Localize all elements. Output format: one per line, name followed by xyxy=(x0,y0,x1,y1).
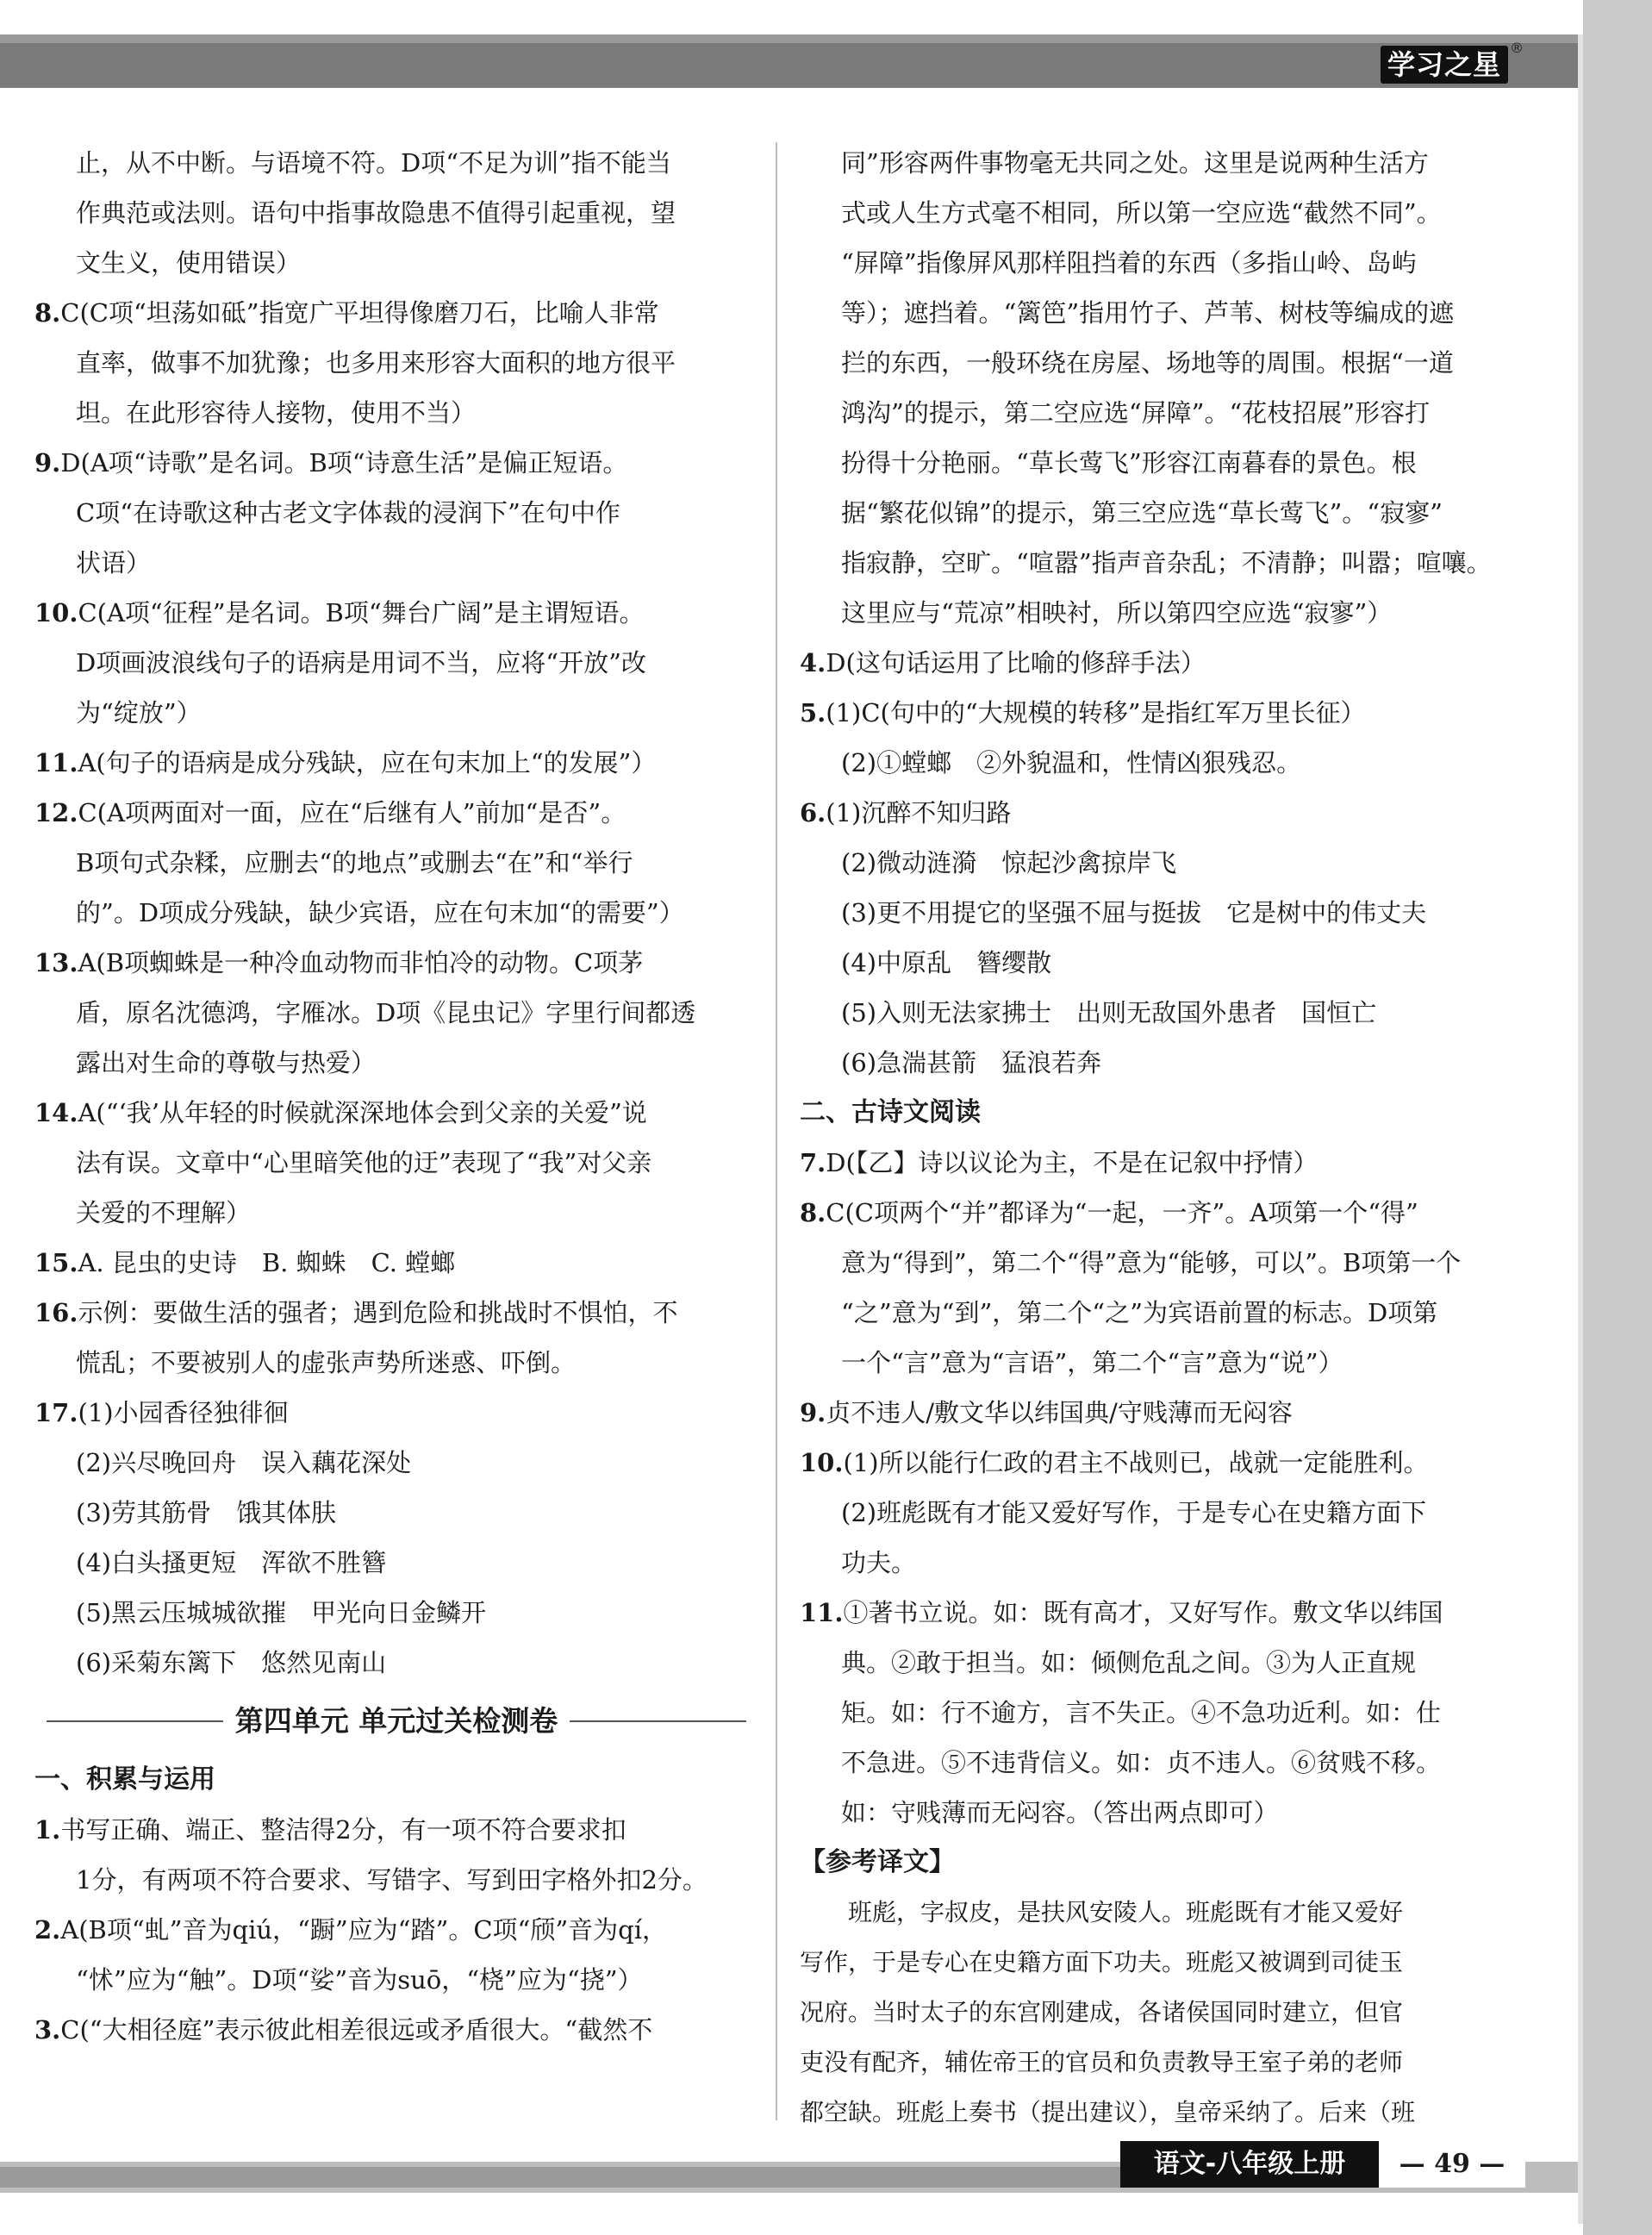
heading-rule-left xyxy=(47,1720,223,1722)
answer-item xyxy=(34,1288,758,1338)
line-text: 如：守贱薄而无闷容。（答出两点即可） xyxy=(841,1798,1279,1827)
answer-item xyxy=(34,1805,758,1855)
line-text: 拦的东西，一般环绕在房屋、场地等的周围。根据“一道 xyxy=(841,348,1454,378)
answer-line xyxy=(34,838,758,888)
item-number: 14. xyxy=(34,1098,78,1127)
answer-line xyxy=(34,638,758,688)
answer-line xyxy=(800,1288,1537,1338)
line-text: (2)①螳螂 ②外貌温和，性情凶狠残忍。 xyxy=(841,748,1302,777)
item-number: 11. xyxy=(34,748,78,777)
line-text: 慌乱；不要被别人的虚张声势所迷惑、吓倒。 xyxy=(76,1348,577,1377)
answer-line xyxy=(800,1738,1537,1788)
translation-text xyxy=(800,1888,1537,2138)
answer-item xyxy=(800,1188,1537,1238)
answer-item xyxy=(34,938,758,988)
heading-rule-right xyxy=(570,1720,746,1722)
unit-title: 第四单元 单元过关检测卷 xyxy=(234,1704,558,1738)
item-number: 13. xyxy=(34,948,78,977)
answer-line xyxy=(34,688,758,738)
line-text: (2)班彪既有才能又爱好写作，于是专心在史籍方面下 xyxy=(841,1498,1427,1527)
answer-line xyxy=(800,1638,1537,1688)
item-number: 16. xyxy=(34,1298,78,1327)
line-text: C(C项“坦荡如砥”指宽广平坦得像磨刀石，比喻人非常 xyxy=(60,298,659,328)
answer-line xyxy=(800,988,1537,1038)
answer-line xyxy=(800,488,1537,538)
translation-line: 班彪，字叔皮，是扶风安陵人。班彪既有才能又爱好 xyxy=(800,1898,1404,1926)
answer-item xyxy=(34,1238,758,1288)
answer-item xyxy=(34,1905,758,1955)
answer-item xyxy=(34,738,758,788)
line-text: C(C项两个“并”都译为“一起，一齐”。A项第一个“得” xyxy=(826,1198,1418,1227)
translation-line: 况府。当时太子的东宫刚建成，各诸侯国同时建立，但官 xyxy=(800,1998,1404,2026)
item-number: 10. xyxy=(800,1448,844,1477)
line-text: (1)沉醉不知归路 xyxy=(826,798,1012,827)
page-number: — 49 — xyxy=(1379,2141,1525,2188)
line-text: (3)更不用提它的坚强不屈与挺拔 它是树中的伟丈夫 xyxy=(841,898,1427,927)
line-text: 文生义，使用错误） xyxy=(76,248,302,278)
answer-line xyxy=(34,1188,758,1238)
header-bar xyxy=(0,34,1578,88)
answer-line xyxy=(34,138,758,188)
answer-line xyxy=(34,988,758,1038)
translation-line: 都空缺。班彪上奏书（提出建议），皇帝采纳了。后来（班 xyxy=(800,2098,1416,2126)
item-number: 7. xyxy=(800,1148,826,1177)
answer-line xyxy=(34,1038,758,1088)
line-text: 式或人生方式毫不相同，所以第一空应选“截然不同”。 xyxy=(841,198,1442,228)
line-text: A(B项“虬”音为qiú，“蹰”应为“踏”。C项“颀”音为qí， xyxy=(60,1915,667,1945)
answer-line xyxy=(34,188,758,238)
line-text: C(“大相径庭”表示彼此相差很远或矛盾很大。“截然不 xyxy=(60,2015,653,2045)
answer-line xyxy=(800,838,1537,888)
answer-item xyxy=(34,288,758,338)
answer-list xyxy=(800,138,1537,1088)
answer-item xyxy=(800,688,1537,738)
answer-line xyxy=(800,888,1537,938)
answer-item xyxy=(34,588,758,638)
answer-line xyxy=(34,1855,758,1905)
answer-line xyxy=(34,1438,758,1488)
section-heading: 二、古诗文阅读 xyxy=(800,1097,981,1127)
answer-item xyxy=(800,1138,1537,1188)
line-text: (4)白头搔更短 浑欲不胜簪 xyxy=(76,1548,387,1577)
answer-line xyxy=(34,488,758,538)
answer-line xyxy=(800,588,1537,638)
answer-line xyxy=(34,1488,758,1538)
line-text: D(A项“诗歌”是名词。B项“诗意生活”是偏正短语。 xyxy=(60,448,628,478)
line-text: D项画波浪线句子的语病是用词不当，应将“开放”改 xyxy=(76,648,646,677)
answer-line xyxy=(34,1538,758,1588)
answer-line xyxy=(800,188,1537,238)
line-text: 状语） xyxy=(76,548,152,577)
item-number: 9. xyxy=(34,448,61,478)
answer-item xyxy=(34,1388,758,1438)
answer-line xyxy=(800,538,1537,588)
line-text: ①著书立说。如：既有高才，又好写作。敷文华以纬国 xyxy=(843,1598,1443,1627)
line-text: 直率，做事不加犹豫；也多用来形容大面积的地方很平 xyxy=(76,348,676,378)
line-text: 露出对生命的尊敬与热爱） xyxy=(76,1048,377,1077)
line-text: (3)劳其筋骨 饿其体肤 xyxy=(76,1498,337,1527)
line-text: C(A项两面对一面，应在“后继有人”前加“是否”。 xyxy=(78,798,627,827)
unit-heading xyxy=(34,1688,758,1755)
answer-line xyxy=(800,1788,1537,1838)
answer-line xyxy=(800,738,1537,788)
line-text: 扮得十分艳丽。“草长莺飞”形容江南暮春的景色。根 xyxy=(841,448,1417,478)
item-number: 10. xyxy=(34,598,78,627)
line-text: (2)兴尽晚回舟 误入藕花深处 xyxy=(76,1448,412,1477)
line-text: 坦。在此形容待人接物，使用不当） xyxy=(76,398,477,428)
answer-line xyxy=(34,538,758,588)
line-text: (6)急湍甚箭 猛浪若奔 xyxy=(841,1048,1102,1077)
answer-item xyxy=(34,1088,758,1138)
item-number: 17. xyxy=(34,1398,78,1427)
line-text: (1)小园香径独徘徊 xyxy=(78,1398,289,1427)
line-text: 贞不违人/敷文华以纬国典/守贱薄而无闷容 xyxy=(826,1398,1293,1427)
line-text: 示例：要做生活的强者；遇到危险和挑战时不惧怕，不 xyxy=(78,1298,678,1327)
line-text: 同”形容两件事物毫无共同之处。这里是说两种生活方 xyxy=(841,148,1429,178)
item-number: 4. xyxy=(800,648,826,677)
line-text: 的”。D项成分残缺，缺少宾语，应在句末加“的需要”） xyxy=(76,898,684,927)
line-text: A. 昆虫的史诗 B. 蜘蛛 C. 螳螂 xyxy=(78,1248,456,1277)
answer-line xyxy=(34,1588,758,1638)
line-text: 止，从不中断。与语境不符。D项“不足为训”指不能当 xyxy=(76,148,671,178)
item-number: 5. xyxy=(800,698,826,727)
line-text: “屏障”指像屏风那样阻挡着的东西（多指山岭、岛屿 xyxy=(841,248,1417,278)
answer-line xyxy=(800,438,1537,488)
line-text: 功夫。 xyxy=(841,1548,917,1577)
answer-list xyxy=(800,1138,1537,1838)
answer-line xyxy=(34,1338,758,1388)
line-text: A(句子的语病是成分残缺，应在句末加上“的发展”） xyxy=(78,748,657,777)
answer-item xyxy=(34,438,758,488)
answer-line xyxy=(800,1538,1537,1588)
page-edge-band xyxy=(1583,0,1652,2235)
translation-line: 写作，于是专心在史籍方面下功夫。班彪又被调到司徒玉 xyxy=(800,1948,1404,1976)
line-text: 为“绽放”） xyxy=(76,698,202,727)
reference-translation-title: 【参考译文】 xyxy=(800,1847,955,1877)
answer-line xyxy=(800,138,1537,188)
line-text: 不急进。⑤不违背信义。如：贞不违人。⑥贫贱不移。 xyxy=(841,1748,1442,1777)
line-text: 1分，有两项不符合要求、写错字、写到田字格外扣2分。 xyxy=(76,1865,708,1895)
item-number: 15. xyxy=(34,1248,78,1277)
section-heading: 一、积累与运用 xyxy=(34,1764,215,1795)
answer-line xyxy=(800,938,1537,988)
line-text: 关爱的不理解） xyxy=(76,1198,252,1227)
line-text: 盾，原名沈德鸿，字雁冰。D项《昆虫记》字里行间都透 xyxy=(76,998,696,1027)
answer-line xyxy=(34,238,758,288)
item-number: 6. xyxy=(800,798,826,827)
line-text: 典。②敢于担当。如：倾侧危乱之间。③为人正直规 xyxy=(841,1648,1417,1677)
line-text: 等）；遮挡着。“篱笆”指用竹子、芦苇、树枝等编成的遮 xyxy=(841,298,1455,328)
line-text: 指寂静，空旷。“喧嚣”指声音杂乱；不清静；叫嚣；喧嚷。 xyxy=(841,548,1492,577)
answer-line xyxy=(800,238,1537,288)
line-text: C项“在诗歌这种古老文字体裁的浸润下”在句中作 xyxy=(76,498,620,528)
line-text: 法有误。文章中“心里暗笑他的迂”表现了“我”对父亲 xyxy=(76,1148,652,1177)
answer-line xyxy=(34,388,758,438)
left-column xyxy=(34,138,758,2055)
answer-line xyxy=(34,1638,758,1688)
right-column xyxy=(800,138,1537,2138)
answer-line xyxy=(800,288,1537,338)
item-number: 3. xyxy=(34,2015,61,2045)
line-text: A(“‘我’从年轻的时候就深深地体会到父亲的关爱”说 xyxy=(78,1098,647,1127)
answer-item xyxy=(800,1388,1537,1438)
line-text: (4)中原乱 簪缨散 xyxy=(841,948,1052,977)
line-text: B项句式杂糅，应删去“的地点”或删去“在”和“举行 xyxy=(76,848,633,877)
line-text: “怵”应为“触”。D项“娑”音为suō，“桡”应为“挠”） xyxy=(76,1965,643,1995)
line-text: 意为“得到”，第二个“得”意为“能够，可以”。B项第一个 xyxy=(841,1248,1462,1277)
answer-list xyxy=(34,138,758,1688)
line-text: A(B项蜘蛛是一种冷血动物而非怕冷的动物。C项茅 xyxy=(78,948,644,977)
answer-list xyxy=(34,1805,758,2055)
item-number: 8. xyxy=(800,1198,826,1227)
answer-item xyxy=(34,2005,758,2055)
line-text: “之”意为“到”，第二个“之”为宾语前置的标志。D项第 xyxy=(841,1298,1438,1327)
item-number: 11. xyxy=(800,1598,844,1627)
line-text: 鸿沟”的提示，第二空应选“屏障”。“花枝招展”形容打 xyxy=(841,398,1431,428)
line-text: (6)采菊东篱下 悠然见南山 xyxy=(76,1648,387,1677)
answer-item xyxy=(34,788,758,838)
line-text: (5)入则无法家拂士 出则无敌国外患者 国恒亡 xyxy=(841,998,1377,1027)
answer-line xyxy=(800,1038,1537,1088)
answer-line xyxy=(800,1338,1537,1388)
line-text: C(A项“征程”是名词。B项“舞台广阔”是主谓短语。 xyxy=(78,598,645,627)
line-text: 这里应与“荒凉”相映衬，所以第四空应选“寂寥”） xyxy=(841,598,1393,627)
answer-line xyxy=(800,388,1537,438)
footer-subject-label: 语文-八年级上册 xyxy=(1120,2141,1379,2188)
line-text: (1)所以能行仁政的君主不战则已，战就一定能胜利。 xyxy=(843,1448,1429,1477)
line-text: D(这句话运用了比喻的修辞手法） xyxy=(826,648,1206,677)
line-text: 据“繁花似锦”的提示，第三空应选“草长莺飞”。“寂寥” xyxy=(841,498,1443,528)
line-text: 矩。如：行不逾方，言不失正。④不急功近利。如：仕 xyxy=(841,1698,1442,1727)
item-number: 2. xyxy=(34,1915,61,1945)
answer-line xyxy=(800,338,1537,388)
answer-line xyxy=(800,1688,1537,1738)
answer-line xyxy=(34,1138,758,1188)
item-number: 9. xyxy=(800,1398,826,1427)
answer-item xyxy=(800,1588,1537,1638)
line-text: 作典范或法则。语句中指事故隐患不值得引起重视，望 xyxy=(76,198,676,228)
answer-item xyxy=(800,1438,1537,1488)
line-text: D(【乙】诗以议论为主，不是在记叙中抒情） xyxy=(826,1148,1318,1177)
answer-item xyxy=(800,638,1537,688)
translation-line: 吏没有配齐，辅佐帝王的官员和负责教导王室子弟的老师 xyxy=(800,2048,1404,2076)
line-text: (5)黑云压城城欲摧 甲光向日金鳞开 xyxy=(76,1598,487,1627)
line-text: (1)C(句中的“大规模的转移”是指红军万里长征） xyxy=(826,698,1366,727)
answer-line xyxy=(800,1238,1537,1288)
answer-item xyxy=(800,788,1537,838)
answer-line xyxy=(34,338,758,388)
line-text: (2)微动涟漪 惊起沙禽掠岸飞 xyxy=(841,848,1177,877)
item-number: 12. xyxy=(34,798,78,827)
item-number: 8. xyxy=(34,298,61,328)
line-text: 书写正确、端正、整洁得2分，有一项不符合要求扣 xyxy=(60,1815,627,1845)
brand-logo: 学习之星 xyxy=(1381,46,1508,84)
answer-line xyxy=(34,888,758,938)
page-edge-shadow xyxy=(1578,34,1583,2224)
registered-mark: ® xyxy=(1510,40,1524,56)
answer-line xyxy=(800,1488,1537,1538)
column-divider xyxy=(776,142,777,2120)
answer-line xyxy=(34,1955,758,2005)
item-number: 1. xyxy=(34,1815,61,1845)
line-text: 一个“言”意为“言语”，第二个“言”意为“说”） xyxy=(841,1348,1343,1377)
